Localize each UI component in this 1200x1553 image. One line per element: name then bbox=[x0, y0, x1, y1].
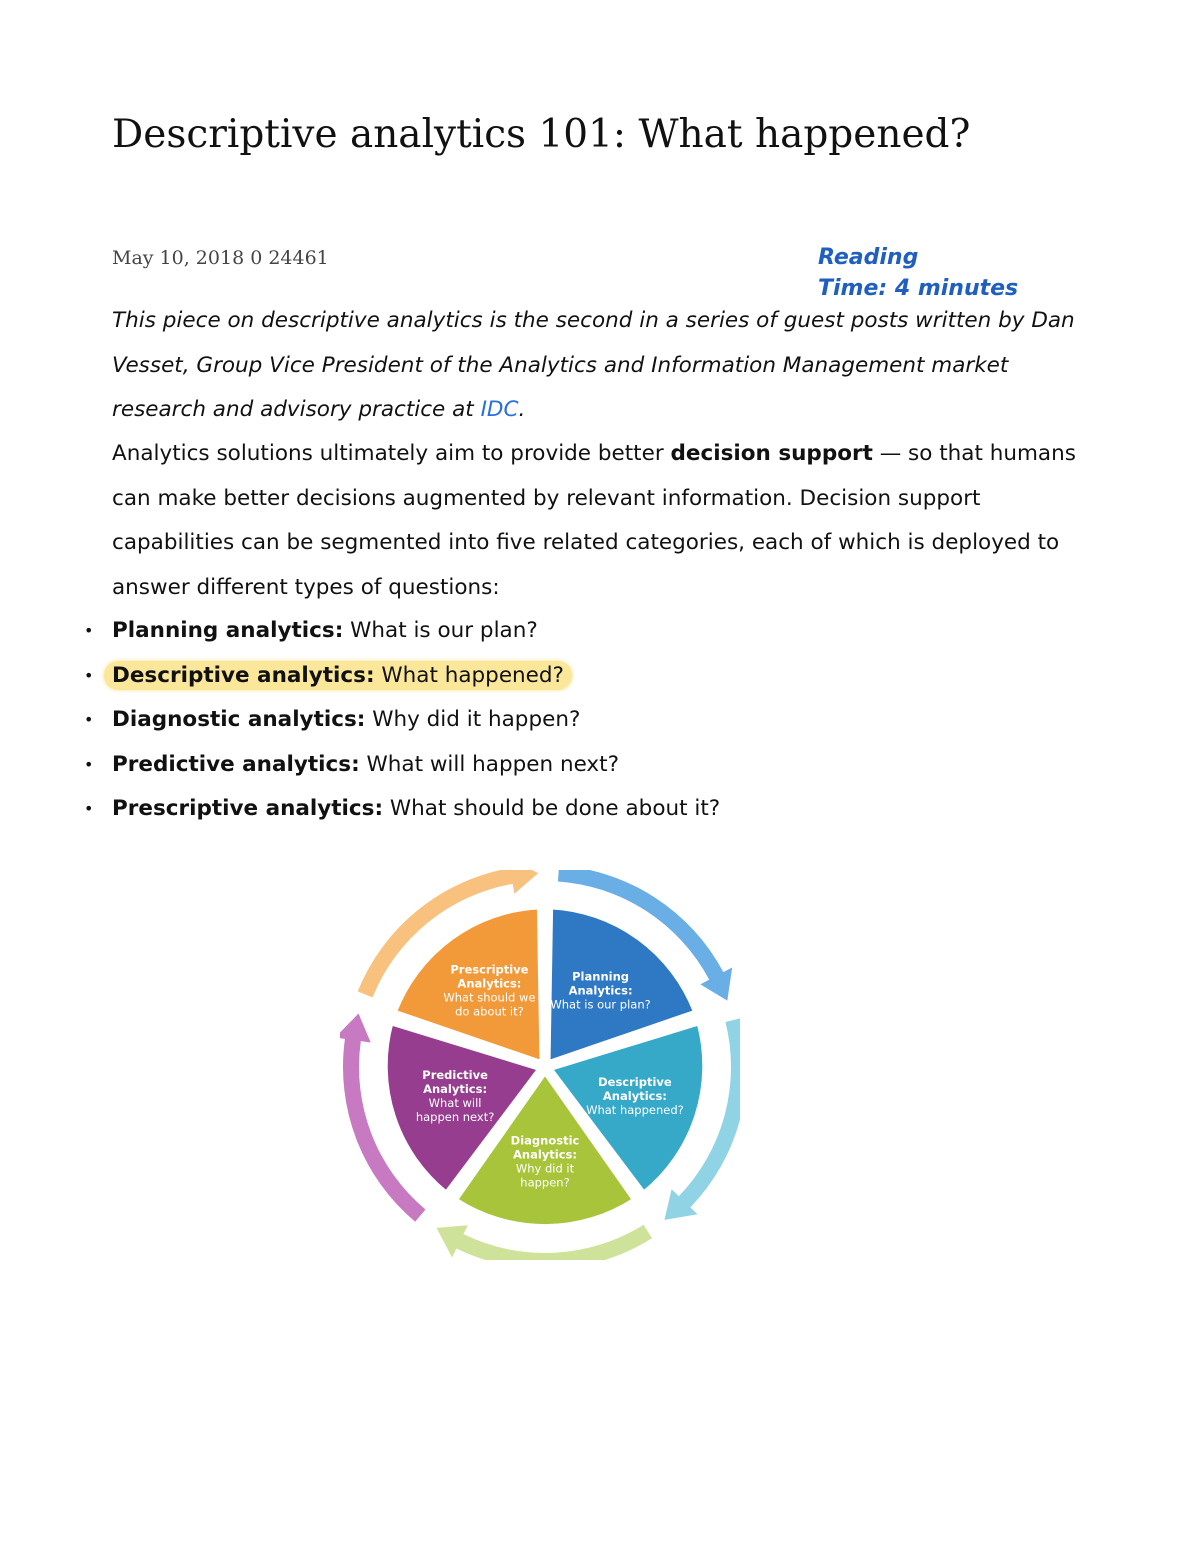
wheel-segment-planning bbox=[549, 870, 733, 1062]
reading-time-line1: Reading bbox=[818, 245, 919, 270]
intro-text: This piece on descriptive analytics is the second in a series of guest posts written by Dan Vesset, Group Vice President of the Analytics and Information Management market research and advisory practice at bbox=[112, 308, 1075, 422]
wheel-label-title1: Predictive bbox=[422, 1068, 488, 1083]
list-item-question: What is our plan? bbox=[343, 618, 538, 643]
bullet-dot: • bbox=[84, 621, 94, 640]
idc-link[interactable]: IDC bbox=[480, 397, 519, 422]
body-text-start: Analytics solutions ultimately aim to provide better bbox=[112, 441, 671, 466]
wheel-label-q1: What will bbox=[428, 1096, 482, 1111]
list-item-question: What happened? bbox=[374, 662, 564, 688]
article-meta: May 10, 2018 0 24461 bbox=[112, 247, 329, 269]
list-item-term: Prescriptive analytics: bbox=[112, 796, 384, 821]
list-item-diagnostic bbox=[84, 698, 720, 743]
wheel-label-q2: happen next? bbox=[415, 1110, 495, 1125]
wheel-label-title2: Analytics: bbox=[602, 1089, 667, 1104]
body-paragraph bbox=[112, 432, 1092, 610]
wheel-label-q2: happen? bbox=[520, 1175, 570, 1190]
highlight-mark bbox=[104, 661, 572, 690]
list-item-question: What will happen next? bbox=[359, 751, 619, 777]
analytics-cycle-diagram bbox=[340, 870, 740, 1260]
bullet-dot: • bbox=[84, 754, 94, 774]
wheel-label-title2: Analytics: bbox=[568, 983, 633, 998]
analytics-list bbox=[84, 609, 720, 832]
wheel-segment-prescriptive bbox=[358, 870, 542, 1062]
intro-text-end: . bbox=[518, 397, 526, 422]
list-item-question: What should be done about it? bbox=[383, 796, 721, 821]
list-item-term: Predictive analytics: bbox=[112, 751, 360, 777]
wheel-label-q2: do about it? bbox=[455, 1004, 524, 1019]
list-item-question: Why did it happen? bbox=[365, 707, 581, 732]
reading-time-line2: Time: 4 minutes bbox=[818, 276, 1019, 301]
list-item-descriptive bbox=[84, 654, 720, 699]
bullet-dot: • bbox=[84, 665, 94, 685]
list-item-prescriptive bbox=[84, 787, 720, 832]
wheel-label-q1: What is our plan? bbox=[550, 997, 651, 1012]
bullet-dot: • bbox=[84, 799, 94, 818]
reading-time bbox=[818, 242, 1018, 304]
list-item-term: Planning analytics: bbox=[112, 618, 344, 643]
wheel-label-title2: Analytics: bbox=[423, 1082, 488, 1097]
body-text-rest: — so that humans can make better decisions augmented by relevant information. Decision support capabilities can be segmented into five related categories, each of which is deployed to answer different types of questions: bbox=[112, 441, 1076, 600]
wheel-label-q1: What happened? bbox=[586, 1103, 684, 1118]
wheel-label-q1: Why did it bbox=[515, 1161, 575, 1176]
wheel-label-title1: Diagnostic bbox=[510, 1133, 580, 1148]
wheel-label-q1: What should we bbox=[443, 990, 536, 1005]
bullet-dot: • bbox=[84, 710, 94, 729]
wheel-label-title1: Descriptive bbox=[598, 1075, 672, 1090]
page-title: Descriptive analytics 101: What happened? bbox=[112, 112, 971, 157]
list-item-predictive bbox=[84, 743, 720, 788]
wheel-label-title2: Analytics: bbox=[513, 1147, 577, 1162]
list-item-term: Descriptive analytics: bbox=[112, 662, 375, 688]
wheel-arrow bbox=[437, 1225, 653, 1260]
wheel-label-title1: Planning bbox=[572, 969, 630, 984]
body-bold-term: decision support bbox=[670, 441, 873, 466]
intro-paragraph bbox=[112, 299, 1092, 433]
wheel-label-title2: Analytics: bbox=[457, 976, 522, 991]
list-item-planning bbox=[84, 609, 720, 654]
wheel-label-title1: Prescriptive bbox=[450, 962, 529, 977]
list-item-term: Diagnostic analytics: bbox=[112, 707, 366, 732]
